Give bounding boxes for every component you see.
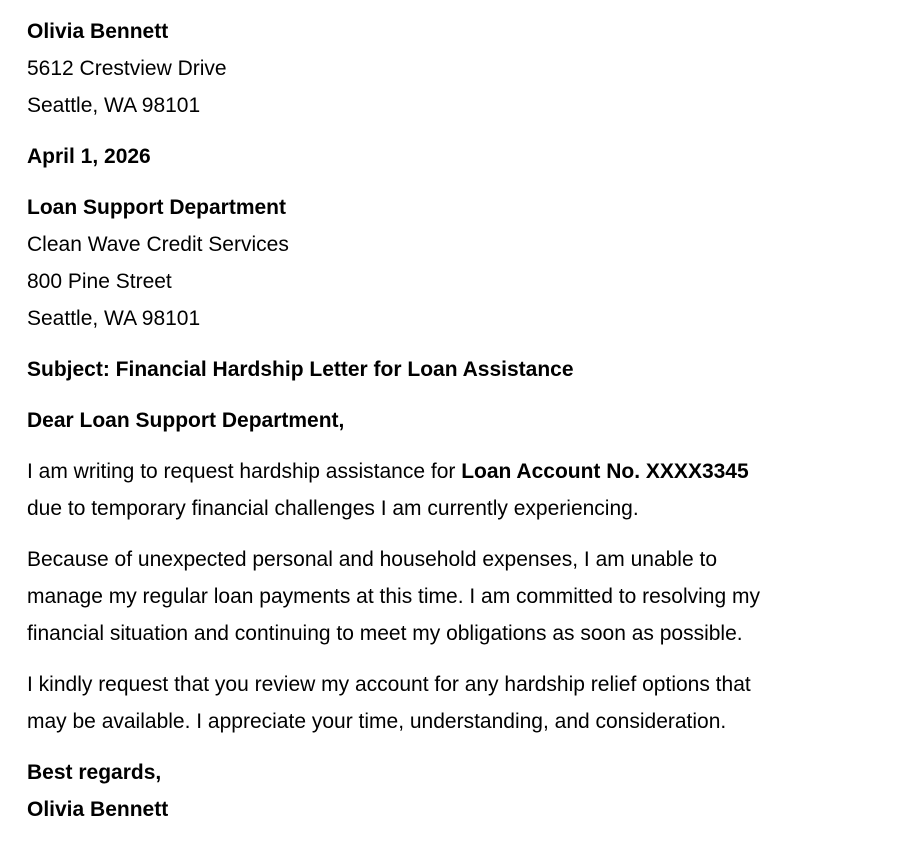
letter-line — [27, 226, 872, 263]
letter-line — [27, 263, 872, 300]
closing-block — [27, 754, 872, 828]
text-run: Loan Account No. XXXX3345 — [461, 460, 749, 483]
text-run: Olivia Bennett — [27, 20, 169, 43]
letter-line — [27, 189, 872, 226]
text-run: Loan Support Department — [27, 196, 287, 219]
letter-line — [27, 351, 872, 388]
salutation-line — [27, 402, 872, 439]
sender-address-block — [27, 13, 872, 124]
text-run: may be available. I appreciate your time, understanding, and consideration. — [27, 710, 727, 733]
text-run: Olivia Bennett — [27, 798, 169, 821]
letter-line — [27, 300, 872, 337]
text-run: I am writing to request hardship assistance for — [27, 460, 462, 483]
letter-line — [27, 13, 872, 50]
text-run: April 1, 2026 — [27, 145, 151, 168]
subject-line — [27, 351, 872, 388]
text-run: manage my regular loan payments at this time. I am committed to resolving my — [27, 585, 760, 608]
letter-line — [27, 541, 872, 578]
text-run: Best regards, — [27, 761, 162, 784]
text-run: financial situation and continuing to meet my obligations as soon as possible. — [27, 622, 743, 645]
letter-line — [27, 703, 872, 740]
text-run: Seattle, WA 98101 — [27, 307, 201, 330]
paragraph-1 — [27, 453, 872, 527]
text-run: Seattle, WA 98101 — [27, 94, 201, 117]
date-line — [27, 138, 872, 175]
letter-line — [27, 50, 872, 87]
letter-line — [27, 453, 872, 490]
text-run: Subject: Financial Hardship Letter for Loan Assistance — [27, 358, 574, 381]
letter-line — [27, 490, 872, 527]
text-run: 5612 Crestview Drive — [27, 57, 227, 80]
letter-line — [27, 666, 872, 703]
paragraph-2 — [27, 541, 872, 652]
paragraph-3 — [27, 666, 872, 740]
letter-line — [27, 138, 872, 175]
letter-line — [27, 754, 872, 791]
text-run: 800 Pine Street — [27, 270, 172, 293]
letter-line — [27, 578, 872, 615]
letter-line — [27, 402, 872, 439]
letter-line — [27, 791, 872, 828]
recipient-address-block — [27, 189, 872, 337]
letter-line — [27, 87, 872, 124]
text-run: I kindly request that you review my account for any hardship relief options that — [27, 673, 751, 696]
letter-line — [27, 615, 872, 652]
text-run: due to temporary financial challenges I am currently experiencing. — [27, 497, 639, 520]
text-run: Because of unexpected personal and household expenses, I am unable to — [27, 548, 717, 571]
letter-body — [27, 13, 872, 828]
text-run: Clean Wave Credit Services — [27, 233, 289, 256]
text-run: Dear Loan Support Department, — [27, 409, 345, 432]
